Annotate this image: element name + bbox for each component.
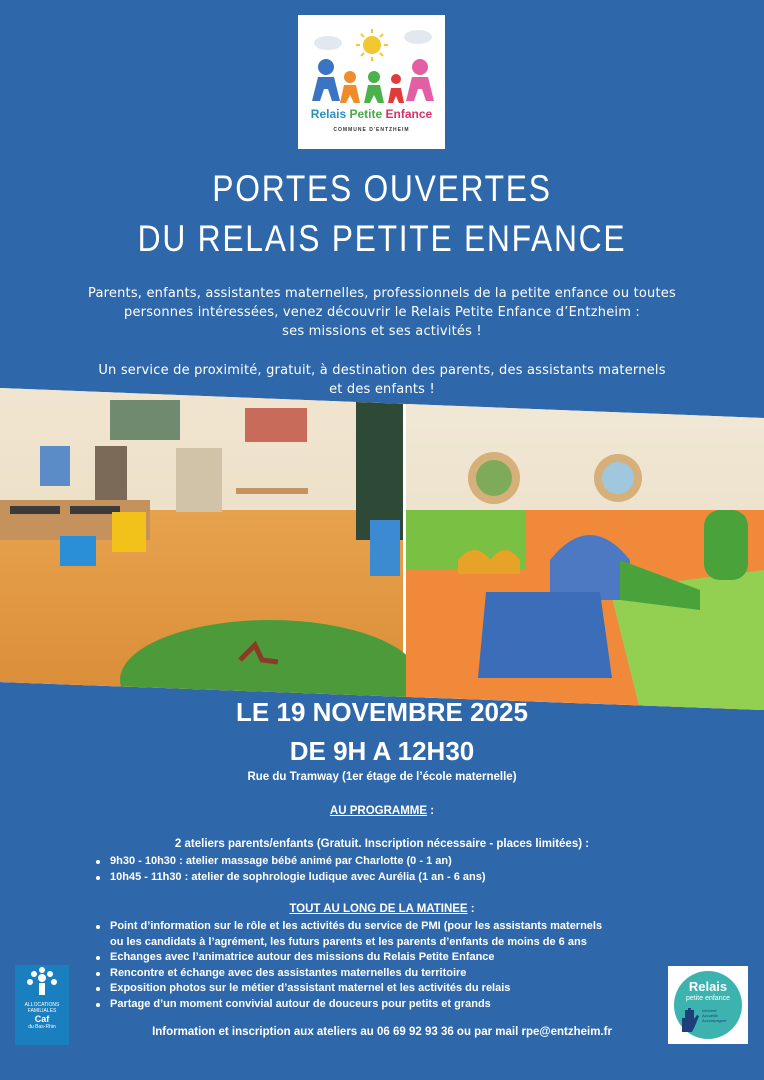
rpe-tag: Informer [702, 1008, 717, 1013]
list-item: Rencontre et échange avec des assistantes maternelles du territoire [94, 966, 734, 982]
programme-title-text: AU PROGRAMME [329, 805, 428, 817]
rpe-logo-subtitle: petite enfance [686, 995, 730, 1002]
intro-line: et des enfants ! [329, 382, 435, 397]
list-item: Echanges avec l’animatrice autour des missions du Relais Petite Enfance [94, 950, 734, 966]
children-illustration [298, 15, 445, 107]
rpe-logo [668, 966, 748, 1044]
intro-line: personnes intéressées, venez découvrir le Relais Petite Enfance d’Entzheim : [124, 305, 640, 320]
logo-title [298, 107, 445, 121]
hand-icon [678, 1006, 702, 1034]
workshops-list [94, 854, 734, 885]
motor-skills-room-photo [406, 360, 764, 720]
rpe-logo-tags [702, 1008, 738, 1023]
morning-title-text: TOUT AU LONG DE LA MATINEE [289, 903, 468, 915]
programme-title [0, 805, 764, 817]
rpe-logo-title: Relais [688, 979, 728, 994]
morning-title [0, 903, 764, 915]
caf-line-4: du Bas-Rhin [28, 1024, 56, 1030]
workshops-intro: 2 ateliers parents/enfants (Gratuit. Inscription nécessaire - places limitées) : [174, 838, 590, 850]
caf-logo [15, 965, 69, 1045]
event-date: LE 19 NOVEMBRE 2025 [236, 697, 528, 727]
intro-line: Parents, enfants, assistantes maternelles, professionnels de la petite enfance ou toutes [88, 286, 676, 301]
morning-list [94, 919, 734, 1013]
programme-title-suffix: : [427, 805, 435, 817]
list-item: Point d’information sur le rôle et les activités du service de PMI (pour les assistants maternels [94, 919, 734, 935]
logo-title-word-1: Relais [310, 107, 347, 121]
logo-subtitle: COMMUNE D'ENTZHEIM [333, 127, 410, 133]
headline-line-2: DU RELAIS PETITE ENFANCE [137, 218, 627, 259]
contact-info: Information et inscription aux ateliers au 06 69 92 93 36 ou par mail rpe@entzheim.fr [152, 1026, 612, 1038]
caf-text [15, 1002, 69, 1030]
headline-line-1: PORTES OUVERTES [212, 168, 552, 209]
photo-band [0, 360, 764, 720]
caf-emblem-icon [15, 965, 69, 1002]
intro-line: Un service de proximité, gratuit, à destination des parents, des assistants maternels [98, 363, 666, 378]
caf-line-3: Caf [34, 1014, 50, 1024]
event-address: Rue du Tramway (1er étage de l’école maternelle) [247, 771, 517, 783]
event-time: DE 9H A 12H30 [289, 736, 475, 766]
logo-title-word-3: Enfance [385, 107, 433, 121]
intro-paragraph-1 [40, 284, 724, 341]
list-item: Partage d’un moment convivial autour de douceurs pour petits et grands [94, 997, 734, 1013]
rpe-tag: Accompagner [702, 1018, 727, 1023]
caf-line-1: ALLOCATIONS [24, 1002, 60, 1008]
intro-line: ses missions et ses activités ! [282, 324, 482, 339]
playroom-photo [0, 360, 420, 720]
logo-title-word-2: Petite [349, 107, 383, 121]
rpe-tag: Accueillir [702, 1013, 719, 1018]
list-item-continuation: ou les candidats à l’agrément, les futurs parents et les parents d’enfants de moins de 6 ans [110, 935, 587, 948]
relais-petite-enfance-logo [298, 15, 445, 149]
caf-line-2: FAMILIALES [27, 1008, 57, 1014]
list-item: 9h30 - 10h30 : atelier massage bébé animé par Charlotte (0 - 1 an) [94, 854, 734, 870]
list-item: 10h45 - 11h30 : atelier de sophrologie ludique avec Aurélia (1 an - 6 ans) [94, 870, 734, 886]
list-item: Exposition photos sur le métier d’assistant maternel et les activités du relais [94, 981, 734, 997]
morning-title-suffix: : [467, 903, 475, 915]
